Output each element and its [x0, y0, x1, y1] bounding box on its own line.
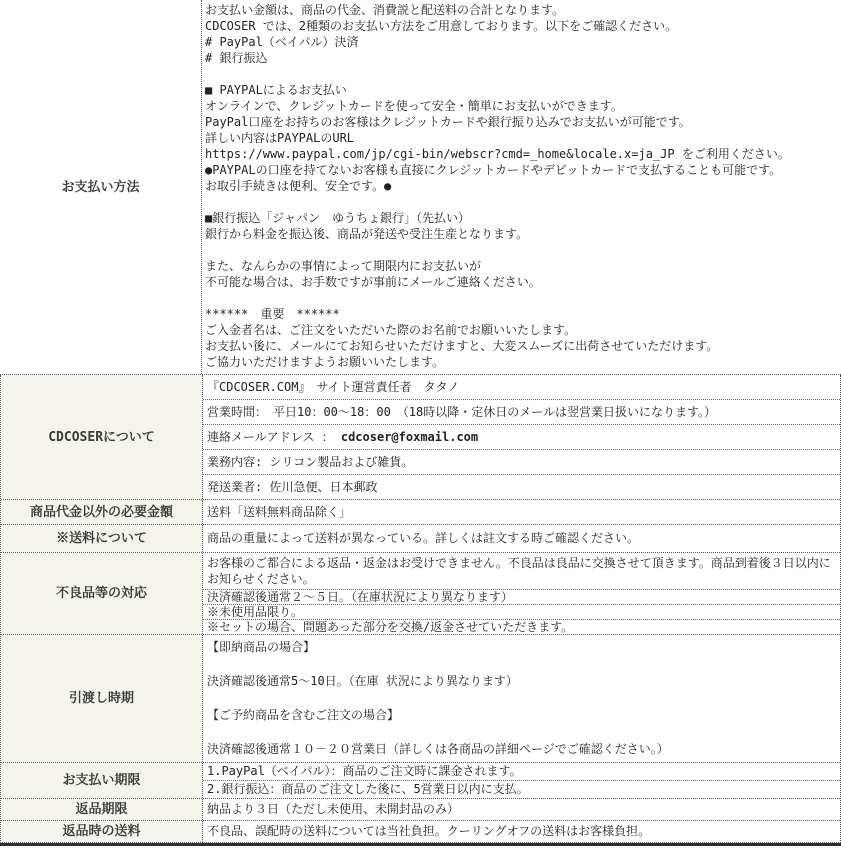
text-line: ●PAYPALの口座を持てないお客様も直接にクレジットカードやデビットカードで支払することも可能です。	[205, 163, 782, 177]
section-shipping-cost	[1, 524, 840, 552]
payment-deadline-content	[203, 763, 840, 798]
text-line: PayPal口座をお持ちのお客様はクレジットカードや銀行振り込みでお支払いが可能です。	[205, 115, 691, 129]
unused-only-row: ※未使用品限り。	[203, 604, 840, 619]
important-note-heading: ****** 重要 ******	[205, 307, 340, 321]
text-line: CDCOSER では、2種類のお支払い方法をご用意しております。以下をご確認ください。	[205, 19, 678, 33]
blank-line	[205, 290, 839, 306]
contact-email-address: cdcoser@foxmail.com	[340, 430, 479, 444]
about-content	[203, 375, 840, 499]
section-about-cdcoser	[1, 375, 840, 499]
section-payment-method	[0, 0, 841, 375]
blank-line	[205, 66, 839, 82]
contact-email-row	[203, 424, 840, 449]
row-header-label: ※送料について	[56, 531, 147, 546]
blank-line	[207, 690, 836, 707]
text-line: 銀行から料金を振込後、商品が発送や受注生産となります。	[205, 227, 529, 241]
row-header-about	[1, 375, 203, 499]
blank-line	[205, 242, 839, 258]
contact-email-prefix: 連絡メールアドレス ：	[207, 430, 341, 444]
text-line: また、なんらかの事情によって期限内にお支払いが	[205, 259, 482, 273]
text-line: オンラインで、クレジットカードを使って安全・簡単にお支払いができます。	[205, 99, 623, 113]
return-period-content	[203, 799, 840, 820]
row-header-return-shipping	[1, 821, 203, 842]
preorder-lead-time: 決済確認後通常１０－２０営業日（詳しくは各商品の詳細ページでご確認ください。）	[207, 742, 669, 756]
preorder-case-heading: 【ご予約商品を含むご注文の場合】	[207, 708, 400, 722]
set-exchange-row: ※セットの場合、問題あった部分を交換/返金させていただきます。	[203, 619, 840, 634]
extra-fees-text: 送料「送料無料商品除く」	[207, 505, 352, 519]
paypal-url-text: https://www.paypal.com/jp/cgi-bin/webscr?cmd=_home&locale.x=ja_JP をご利用ください。	[205, 147, 790, 161]
shipping-carrier-row: 発送業者: 佐川急便、日本郵政	[203, 474, 840, 499]
text-line: お取引手続きは便利、安全です。●	[205, 179, 392, 193]
text-line: ご入金者名は、ご注文をいただいた際のお名前でお願いいたします。	[205, 323, 577, 337]
bottom-divider-bar	[0, 843, 841, 846]
payment-method-content	[202, 0, 841, 374]
text-line: 不可能な場合は、お手数ですが事前にメールご連絡ください。	[205, 275, 541, 289]
row-header-return-period	[1, 799, 203, 820]
row-header-extra-fees	[1, 500, 203, 524]
business-hours-row: 営業時間： 平日10：00～18：00 （18時以降・定休日のメールは翌営業日扱いになります。）	[203, 399, 840, 424]
text-line: ■銀行振込「ジャパン ゆうちょ銀行」（先払い）	[205, 211, 470, 225]
text-line: 詳しい内容はPAYPALのURL	[205, 131, 355, 145]
in-stock-case-heading: 【即納商品の場合】	[207, 640, 316, 654]
row-header-delivery-time	[1, 635, 203, 762]
row-header-label: CDCOSERについて	[48, 429, 155, 445]
row-header-label: お支払い期限	[62, 773, 141, 788]
bank-transfer-deadline-row: 2.銀行振込：商品のご注文した後に、5営業日以内に支払。	[203, 780, 840, 798]
blank-line	[205, 194, 839, 210]
business-description-row: 業務内容: シリコン製品および雑貨。	[203, 449, 840, 474]
row-header-defective-items	[1, 553, 203, 634]
row-header-label: 返品期限	[75, 802, 128, 817]
section-extra-fees	[1, 499, 840, 524]
shipping-cost-text: 商品の重量によって送料が異なっている。詳しくは註文する時ご確認ください。	[207, 531, 640, 545]
text-line: ご協力いただけますようお願いいたします。	[205, 355, 445, 369]
text-line: お支払い金額は、商品の代金、消費説と配送料の合計となります。	[205, 3, 565, 17]
return-shipping-content	[203, 821, 840, 842]
defective-items-content	[203, 553, 840, 634]
row-header-payment-method	[0, 0, 202, 374]
return-period-text: 納品より３日（ただし未使用、未開封品のみ）	[207, 802, 460, 816]
site-operator-row: 『CDCOSER.COM』 サイト運営責任者 タタノ	[207, 380, 460, 394]
section-return-period	[1, 798, 840, 820]
row-header-label: 引渡し時期	[68, 691, 134, 706]
text-line: # PayPal（ベイパル）決済	[205, 35, 359, 49]
row-header-label: 不良品等の対応	[55, 586, 147, 601]
in-stock-lead-time: 決済確認後通常5～10日。（在庫 状況により異なります）	[207, 674, 518, 688]
extra-fees-content	[203, 500, 840, 524]
section-return-shipping	[1, 820, 840, 842]
row-header-label: 返品時の送料	[62, 824, 141, 839]
paypal-deadline-row: 1.PayPal（ベイパル）：商品のご注文時に課金されます。	[207, 764, 522, 778]
row-header-shipping-cost	[1, 525, 203, 552]
blank-line	[207, 656, 836, 673]
text-line: お支払い後に、メールにてお知らせいただけますと、大変スムーズに出荷させていただけます。	[205, 339, 719, 353]
blank-line	[207, 724, 836, 741]
exchange-lead-time-row: 決済確認後通常２～５日。（在庫状況により異なります）	[203, 589, 840, 604]
section-defective-items	[1, 552, 840, 634]
return-shipping-text: 不良品、誤配時の送料については当社負担。クーリングオフの送料はお客様負担。	[207, 824, 651, 838]
delivery-time-content	[203, 635, 840, 762]
row-header-label: お支払い方法	[61, 179, 140, 195]
text-line: # 銀行振込	[205, 51, 268, 65]
policy-lower-table	[0, 375, 841, 843]
row-header-payment-deadline	[1, 763, 203, 798]
return-policy-row: お客様のご都合による返品・返金はお受けできません。不良品は良品に交換させて頂きます。商品到着後３日以内にお知らせください。	[207, 556, 831, 586]
row-header-label: 商品代金以外の必要金額	[29, 504, 173, 520]
section-payment-deadline	[1, 762, 840, 798]
shipping-cost-content	[203, 525, 840, 552]
section-delivery-time	[1, 634, 840, 762]
text-line: ■ PAYPALによるお支払い	[205, 83, 347, 97]
